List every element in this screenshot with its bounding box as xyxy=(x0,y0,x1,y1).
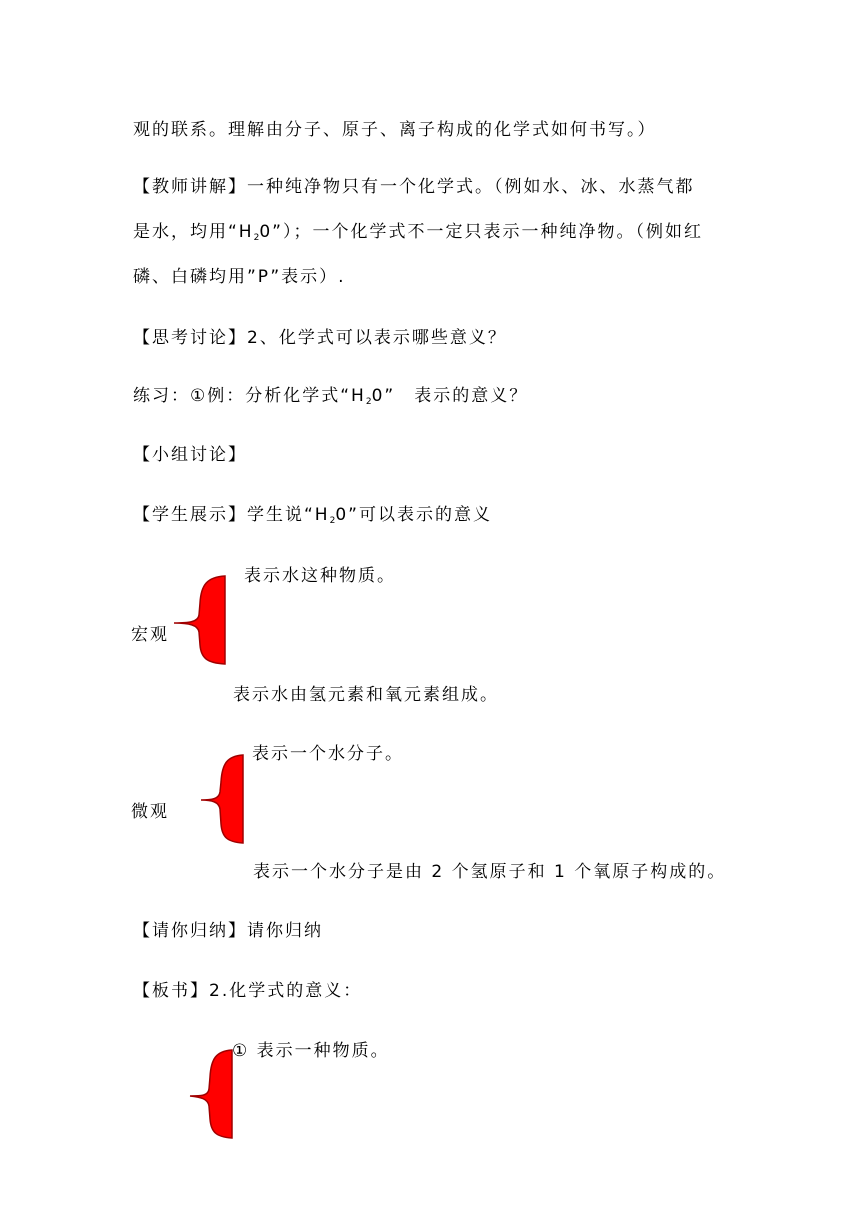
teacher-explain-line2 xyxy=(133,220,703,250)
text-segment: 练习：①例：分析化学式“H xyxy=(133,386,366,406)
micro-label: 微观 xyxy=(131,802,169,822)
teacher-explain-line1: 【教师讲解】一种纯净物只有一个化学式。（例如水、冰、水蒸气都 xyxy=(133,177,695,197)
summary: 【请你归纳】请你归纳 xyxy=(133,921,323,941)
text-segment: 是水，均用“H xyxy=(133,222,254,242)
group-discuss: 【小组讨论】 xyxy=(133,445,247,465)
macro-item-2: 表示水由氢元素和氧元素组成。 xyxy=(233,685,499,705)
macro-brace xyxy=(171,575,227,665)
text-segment: 0”可以表示的意义 xyxy=(335,505,492,525)
micro-item-1: 表示一个水分子。 xyxy=(252,744,404,764)
para-continuation: 观的联系。理解由分子、原子、离子构成的化学式如何书写。） xyxy=(133,120,657,140)
micro-item-2: 表示一个水分子是由 2 个氢原子和 1 个氧原子构成的。 xyxy=(253,862,727,882)
exercise xyxy=(133,384,528,414)
think-discuss: 【思考讨论】2、化学式可以表示哪些意义？ xyxy=(133,328,507,348)
board-brace xyxy=(188,1049,234,1139)
subscript: 2 xyxy=(365,397,372,407)
board-title: 【板书】2.化学式的意义： xyxy=(133,981,363,1001)
macro-item-1: 表示水这种物质。 xyxy=(244,566,396,586)
student-show xyxy=(133,503,492,533)
text-segment: 0” 表示的意义？ xyxy=(371,386,529,406)
text-segment: 【学生展示】学生说“H xyxy=(133,505,330,525)
micro-brace xyxy=(199,754,245,844)
text-segment: 0”）；一个化学式不一定只表示一种纯净物。（例如红 xyxy=(259,222,703,242)
teacher-explain-line3: 磷、白磷均用”P”表示）. xyxy=(133,267,346,287)
subscript: 2 xyxy=(253,233,260,243)
subscript: 2 xyxy=(329,516,336,526)
board-item-1: ① 表示一种物质。 xyxy=(232,1041,390,1061)
macro-label: 宏观 xyxy=(131,625,169,645)
